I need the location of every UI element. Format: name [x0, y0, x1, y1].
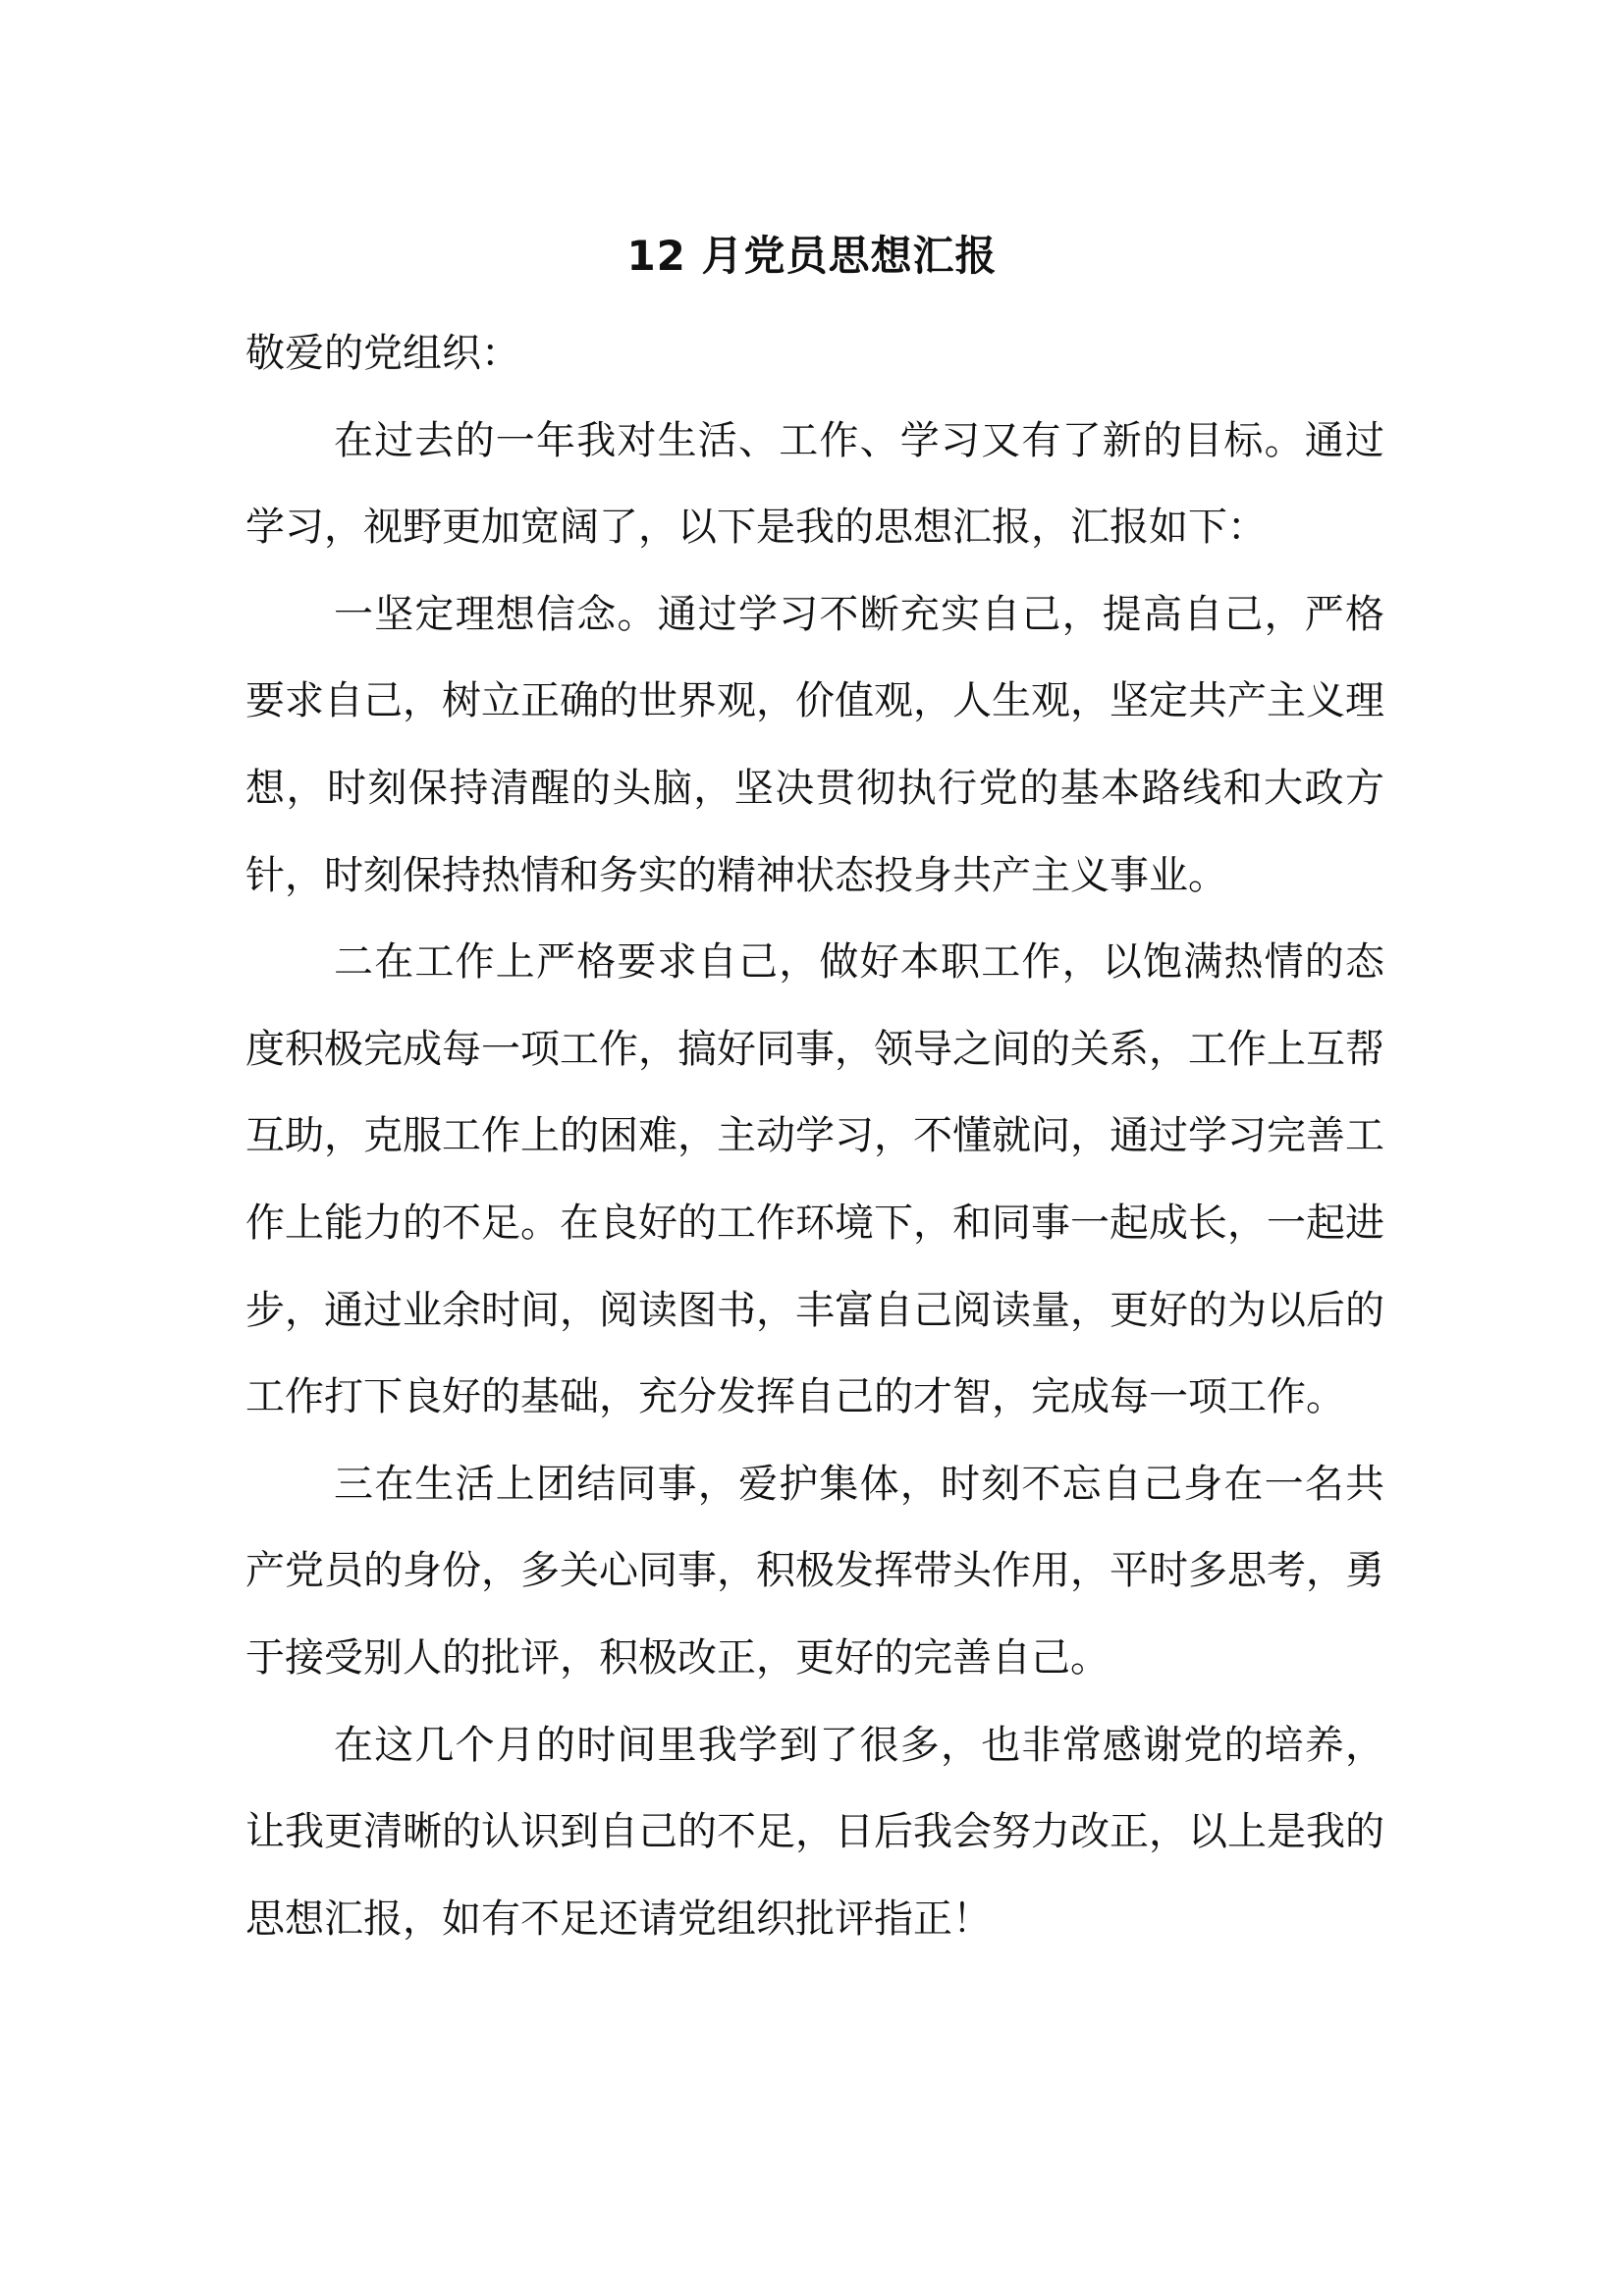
document-body	[245, 310, 1384, 1962]
paragraph-closing: 在这几个月的时间里我学到了很多，也非常感谢党的培养，让我更清晰的认识到自己的不足，日后我会努力改正，以上是我的思想汇报，如有不足还请党组织批评指正！	[245, 1722, 1384, 1942]
paragraph-intro: 在过去的一年我对生活、工作、学习又有了新的目标。通过学习，视野更加宽阔了，以下是我的思想汇报，汇报如下：	[245, 417, 1384, 551]
paragraph-work: 二在工作上严格要求自己，做好本职工作，以饱满热情的态度积极完成每一项工作，搞好同事，领导之间的关系，工作上互帮互助，克服工作上的困难，主动学习，不懂就问，通过学习完善工作上能力的不足。在良好的工作环境下，和同事一起成长，一起进步，通过业余时间，阅读图书，丰富自己阅读量，更好的为以后的工作打下良好的基础，充分发挥自己的才智，完成每一项工作。	[245, 939, 1384, 1420]
paragraph-life: 三在生活上团结同事，爱护集体，时刻不忘自己身在一名共产党员的身份，多关心同事，积极发挥带头作用，平时多思考，勇于接受别人的批评，积极改正，更好的完善自己。	[245, 1461, 1384, 1681]
salutation: 敬爱的党组织：	[245, 331, 520, 376]
page-title: 12 月党员思想汇报	[626, 232, 998, 280]
paragraph-ideals: 一坚定理想信念。通过学习不断充实自己，提高自己，严格要求自己，树立正确的世界观，价值观，人生观，坚定共产主义理想，时刻保持清醒的头脑，坚决贯彻执行党的基本路线和大政方针，时刻保持热情和务实的精神状态投身共产主义事业。	[245, 591, 1384, 898]
